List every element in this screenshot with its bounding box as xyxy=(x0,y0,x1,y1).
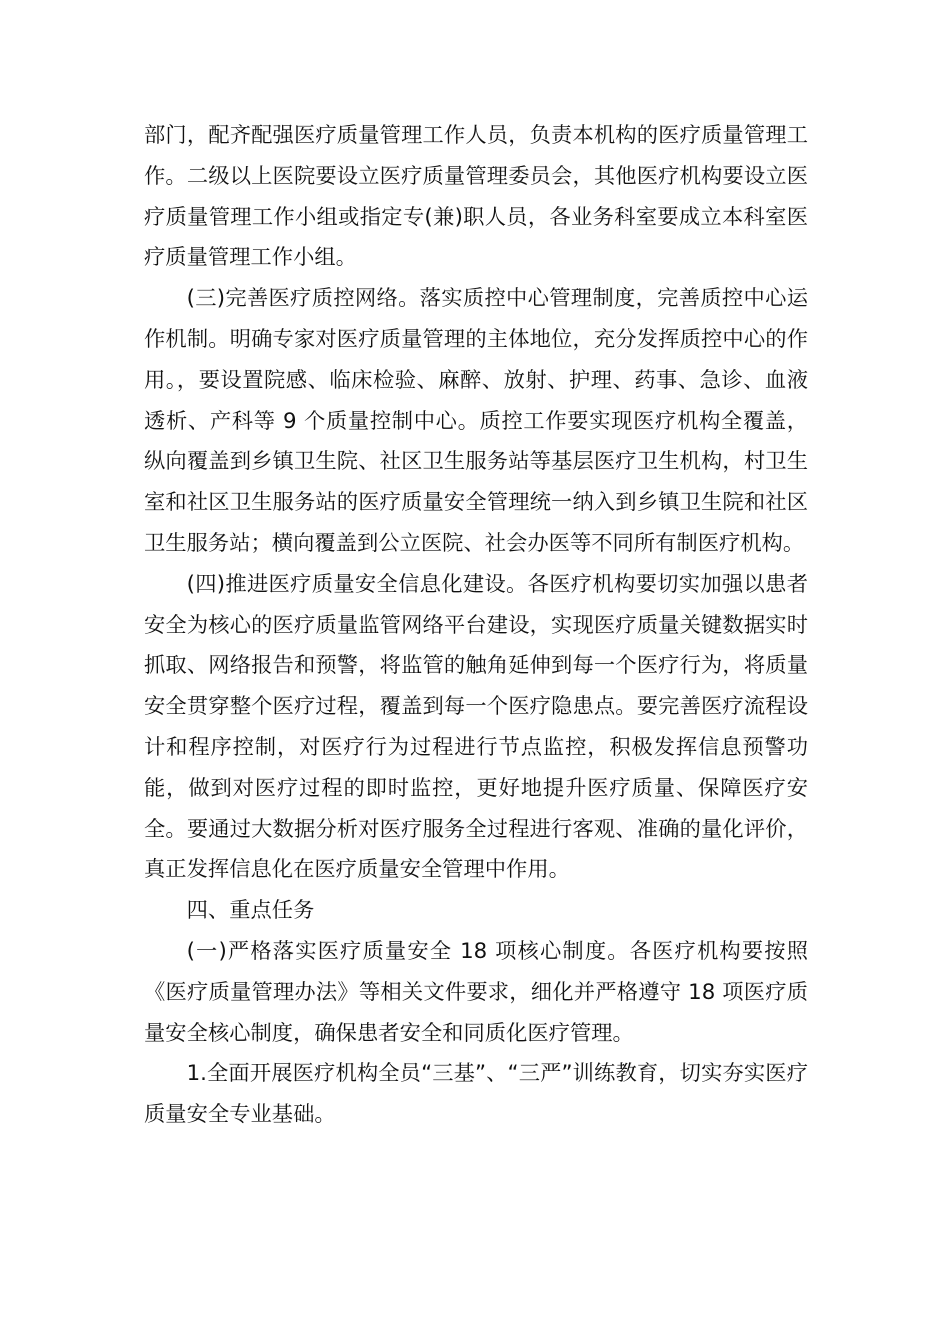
paragraph-quality-control-network: (三)完善医疗质控网络。落实质控中心管理制度，完善质控中心运作机制。明确专家对医疗质量管理的主体地位，充分发挥质控中心的作用。，要设置院感、临床检验、麻醉、放射、护理、药事、急诊、血液透析、产科等 9 个质量控制中心。质控工作要实现医疗机构全覆盖，纵向覆盖到乡镇卫生院、社区卫生服务站等基层医疗卫生机构，村卫生室和社区卫生服务站的医疗质量安全管理统一纳入到乡镇卫生院和社区卫生服务站；横向覆盖到公立医院、社会办医等不同所有制医疗机构。 xyxy=(144,286,808,556)
paragraph-core-systems: (一)严格落实医疗质量安全 18 项核心制度。各医疗机构要按照《医疗质量管理办法》等相关文件要求，细化并严格遵守 18 项医疗质量安全核心制度，确保患者安全和同质化医疗管理。 xyxy=(144,938,808,1046)
section-heading-key-tasks: 四、重点任务 xyxy=(186,898,315,924)
document-body xyxy=(144,116,808,1136)
paragraph-training: 1.全面开展医疗机构全员“三基”、“三严”训练教育，切实夯实医疗质量安全专业基础。 xyxy=(144,1061,808,1128)
paragraph-staffing: 部门，配齐配强医疗质量管理工作人员，负责本机构的医疗质量管理工作。二级以上医院要设立医疗质量管理委员会，其他医疗机构要设立医疗质量管理工作小组或指定专(兼)职人员，各业务科室要成立本科室医疗质量管理工作小组。 xyxy=(144,123,808,271)
paragraph-informatization: (四)推进医疗质量安全信息化建设。各医疗机构要切实加强以患者安全为核心的医疗质量监管网络平台建设，实现医疗质量关键数据实时抓取、网络报告和预警，将监管的触角延伸到每一个医疗行为，将质量安全贯穿整个医疗过程，覆盖到每一个医疗隐患点。要完善医疗流程设计和程序控制，对医疗行为过程进行节点监控，积极发挥信息预警功能，做到对医疗过程的即时监控，更好地提升医疗质量、保障医疗安全。要通过大数据分析对医疗服务全过程进行客观、准确的量化评价，真正发挥信息化在医疗质量安全管理中作用。 xyxy=(144,571,808,883)
